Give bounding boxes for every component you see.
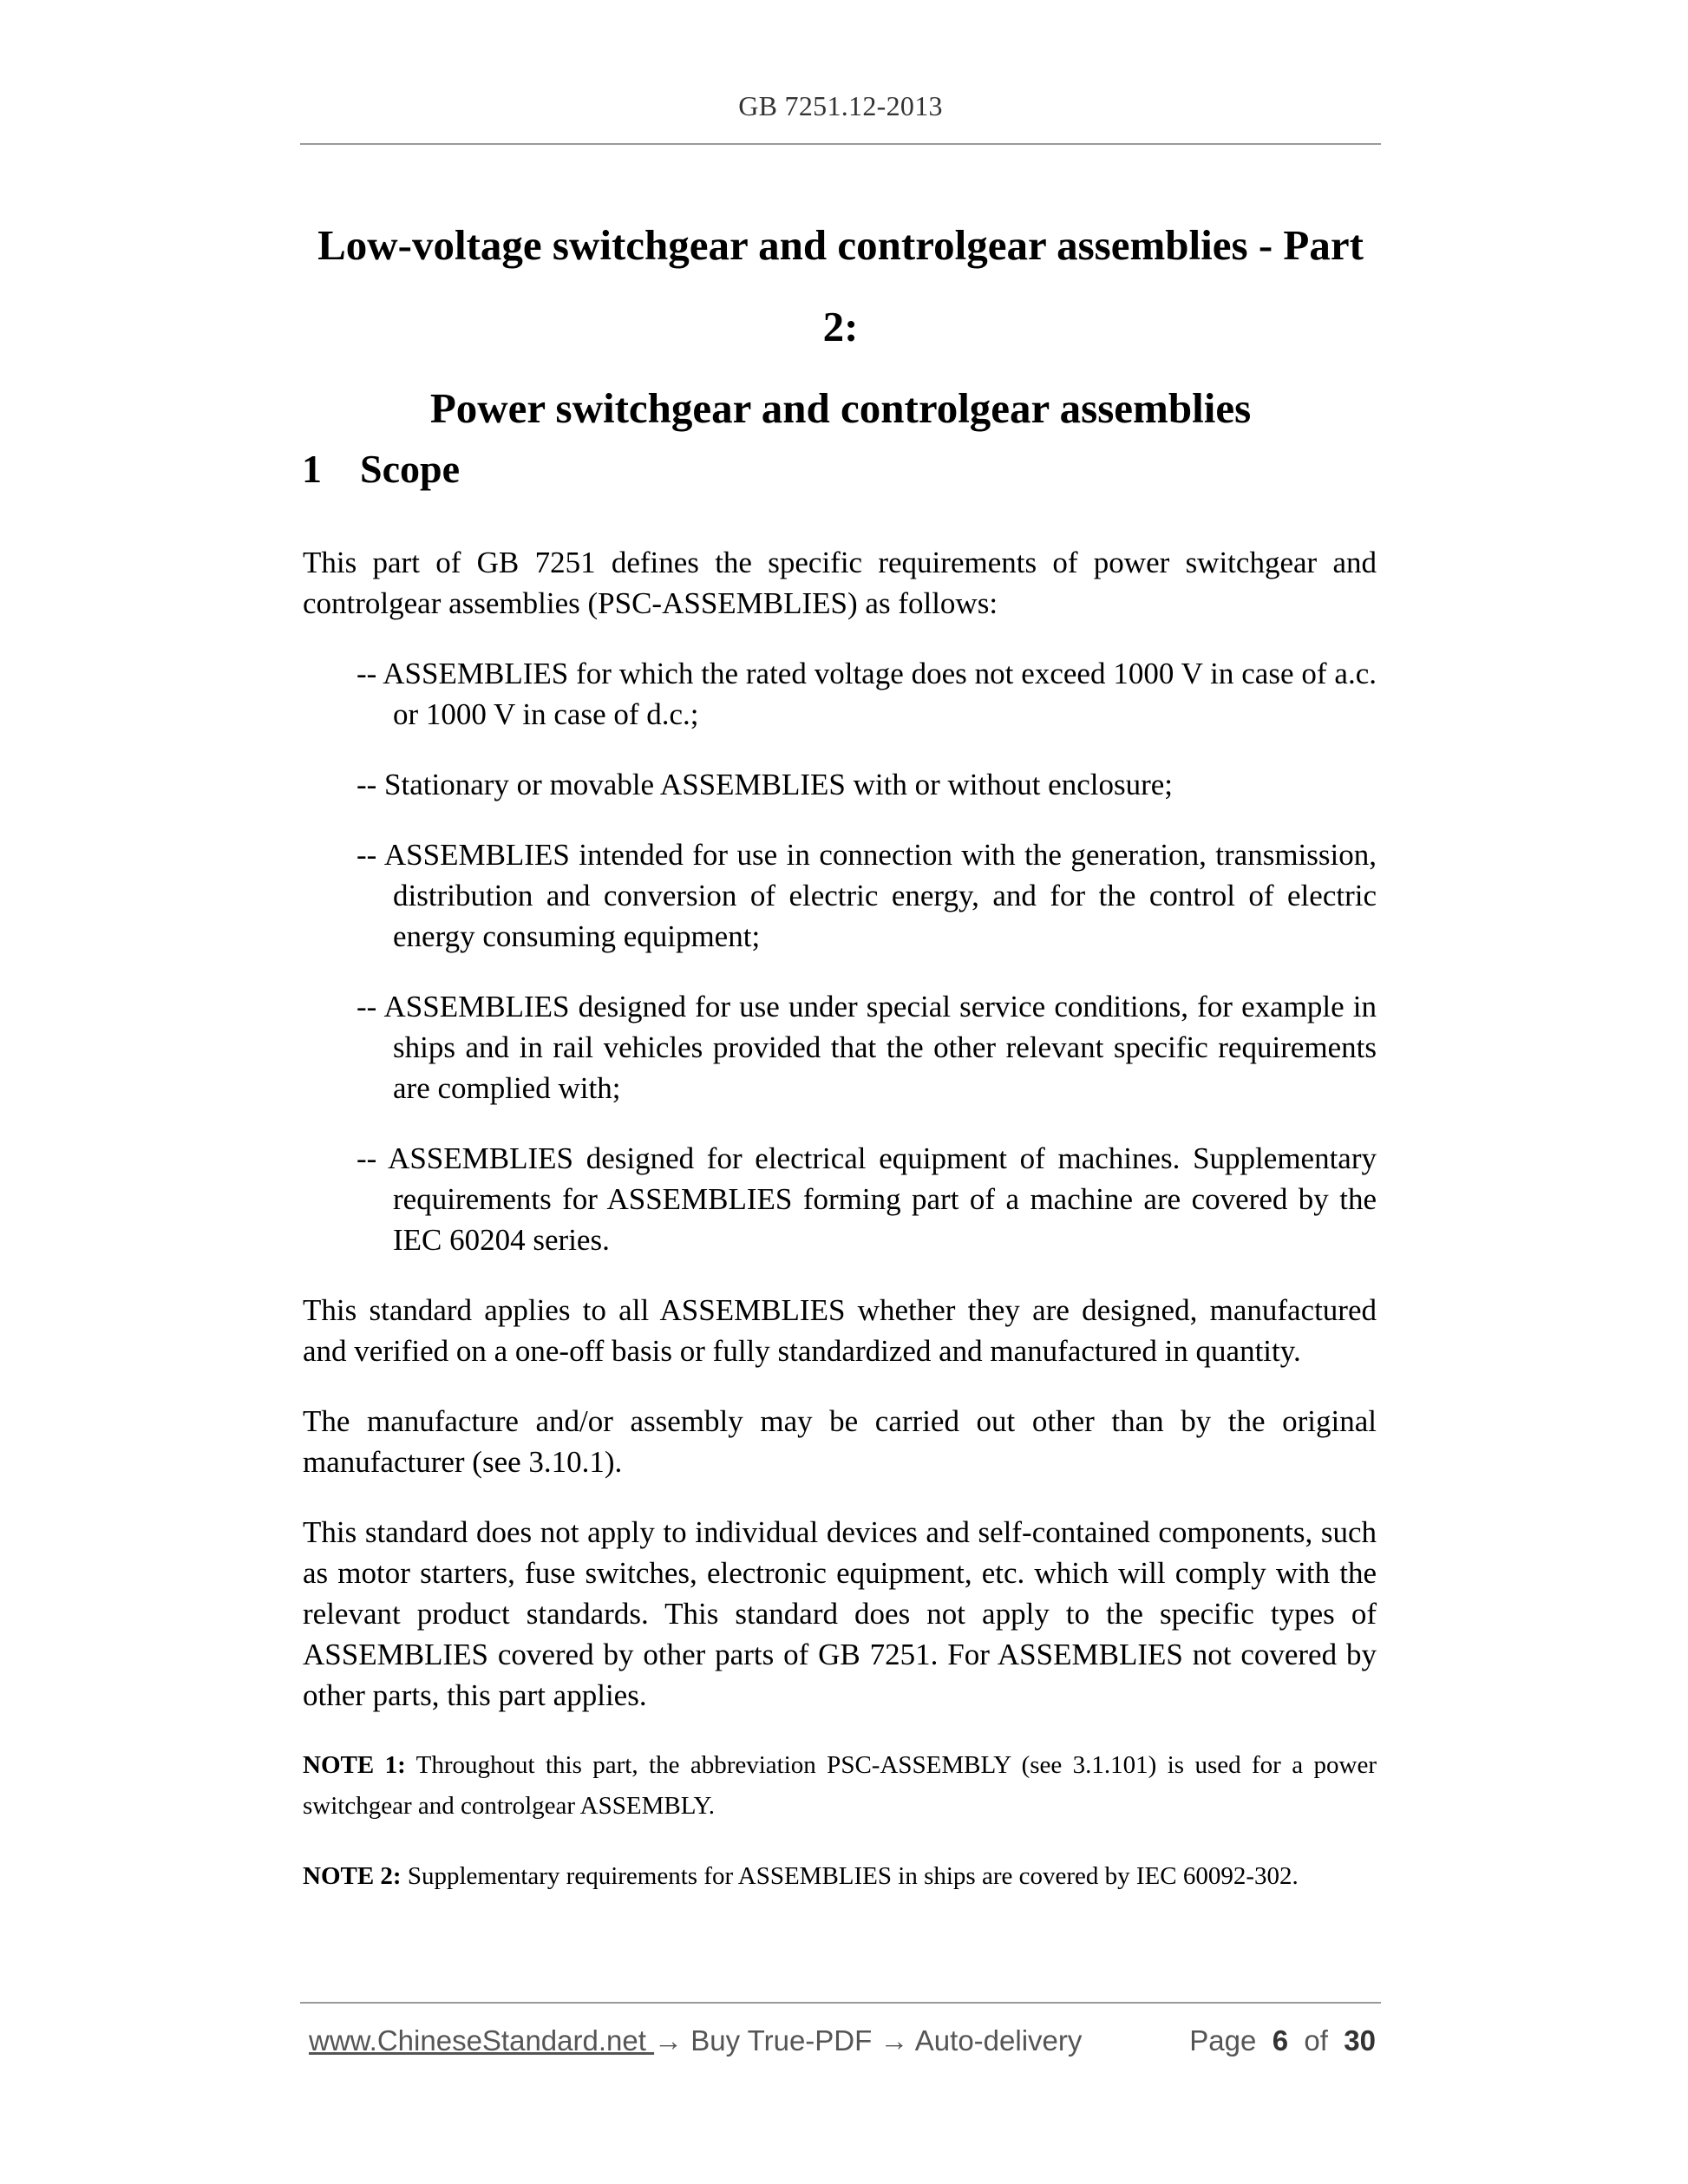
document-title-line-1: Low-voltage switchgear and controlgear assemblies - Part 2: — [317, 221, 1364, 350]
note-1-label: NOTE 1: — [303, 1751, 406, 1779]
website-link[interactable]: www.ChineseStandard.net — [309, 2024, 655, 2056]
document-title — [300, 205, 1381, 449]
arrow-right-icon: → — [880, 2024, 909, 2056]
page-number: 6 — [1272, 2024, 1289, 2056]
intro-paragraph: This part of GB 7251 defines the specific requirements of power switchgear and controlgear assemblies (PSC-ASSEMBLIES) as follows: — [303, 546, 1377, 620]
section-body — [303, 542, 1377, 1926]
header-rule — [300, 143, 1381, 145]
running-header: GB 7251.12-2013 — [738, 90, 943, 121]
note-2-label: NOTE 2: — [303, 1862, 402, 1890]
section-title: Scope — [360, 447, 460, 491]
scope-list-item: -- ASSEMBLIES intended for use in connection with the generation, transmission, distribution and conversion of electric energy, and for the control of electric energy consuming equipment; — [357, 838, 1377, 953]
note-1-text: Throughout this part, the abbreviation PSC-ASSEMBLY (see 3.1.101) is used for a power switchgear and controlgear ASSEMBLY. — [303, 1751, 1377, 1820]
not-apply-paragraph: This standard does not apply to individual devices and self-contained components, such as motor starters, fuse switches, electronic equipment, etc. which will comply with the relevant product standards. This standard does not apply to the specific types of ASSEMBLIES covered by other parts of GB 7251. For ASSEMBLIES not covered by other parts, this part applies. — [303, 1515, 1377, 1712]
arrow-right-icon: → — [654, 2024, 684, 2056]
page-indicator — [1189, 2024, 1376, 2057]
buy-true-pdf-text: Buy True-PDF — [683, 2024, 880, 2056]
applies-paragraph: This standard applies to all ASSEMBLIES whether they are designed, manufactured and verified on a one-off basis or fully standardized and manufactured in quantity. — [303, 1293, 1377, 1368]
note-2-text: Supplementary requirements for ASSEMBLIES in ships are covered by IEC 60092-302. — [401, 1862, 1299, 1890]
scope-list-item: -- ASSEMBLIES designed for electrical equipment of machines. Supplementary requirements for ASSEMBLIES forming part of a machine are covered by the IEC 60204 series. — [357, 1141, 1377, 1257]
footer-rule — [300, 2002, 1381, 2004]
note-1 — [303, 1745, 1377, 1827]
scope-list-item: -- ASSEMBLIES for which the rated voltage does not exceed 1000 V in case of a.c. or 1000 V in case of d.c.; — [357, 657, 1377, 731]
section-number: 1 — [302, 447, 322, 491]
page-total: 30 — [1344, 2024, 1376, 2056]
of-label: of — [1304, 2024, 1328, 2056]
auto-delivery-text: Auto-delivery — [908, 2024, 1083, 2056]
scope-list-item: -- ASSEMBLIES designed for use under special service conditions, for example in ships and in rail vehicles provided that the other relevant specific requirements are complied with; — [357, 990, 1377, 1105]
page-label: Page — [1189, 2024, 1257, 2056]
scope-list-item: -- Stationary or movable ASSEMBLIES with or without enclosure; — [357, 768, 1174, 801]
manufacture-paragraph: The manufacture and/or assembly may be carried out other than by the original manufacturer (see 3.10.1). — [303, 1404, 1377, 1479]
section-heading — [302, 446, 460, 492]
footer-promo — [309, 2024, 1082, 2057]
document-title-line-2: Power switchgear and controlgear assemblies — [429, 384, 1252, 432]
scope-list — [303, 653, 1377, 1260]
note-2 — [303, 1856, 1377, 1897]
